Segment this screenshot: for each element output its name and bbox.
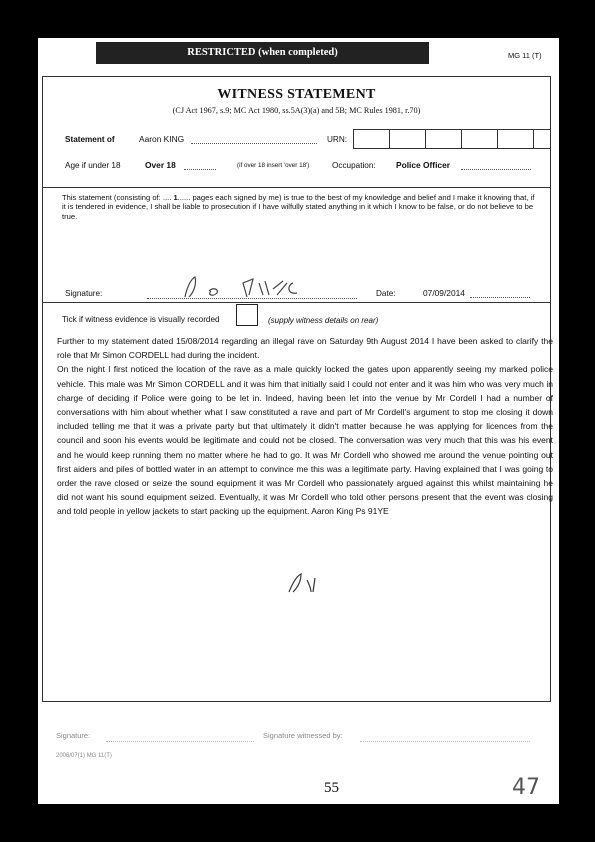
footer-signature-dots bbox=[106, 741, 254, 742]
date-label: Date: bbox=[376, 289, 396, 298]
signature-image bbox=[173, 273, 333, 301]
statement-body bbox=[57, 334, 553, 519]
footer-witnessed-dots bbox=[360, 741, 530, 742]
declaration-pages: 1 bbox=[173, 193, 178, 202]
urn-box-4[interactable] bbox=[461, 129, 498, 149]
visual-record-checkbox[interactable] bbox=[236, 304, 258, 326]
statement-paragraph-2: On the night I first noticed the location of the rave as a male quickly locked the gates upon apparently seeing my marked police vehicle. This male was Mr Simon CORDELL and it was him that initially said I could not enter and it was him who was very much in charge of deciding if Police were going to be let in. Indeed, having been let into the venue by Mr Cordell I had a number of conversations with him about whether what I saw constituted a rave and part of Mr Cordell's argument to stop me closing it down included telling me that it was a private party but that ultimately it didn't matter because he was applying for licences from the council and soon his events would be legitimate and could not be closed. The conversation was very much that this was his event and he would keep running them no matter where he had to go. It was Mr Cordell who showed me around the venue pointing out first aiders and piles of bottled water in an attempt to convince me this was a legitimate party. Having explained that I was going to order the rave closed or seize the sound equipment it was Mr Cordell who passionately argued against this whilst maintaining he did not want his sound equipment seized. Eventually, it was Mr Cordell who told other persons present that the event was closing and told people in yellow jackets to start packing up the equipment. Aaron King Ps 91YE bbox=[57, 364, 553, 517]
divider-bottom bbox=[43, 302, 550, 303]
footer-form-code: 2006/07(1) MG 11(T) bbox=[56, 753, 112, 759]
handwritten-page-number: 47 bbox=[512, 775, 540, 800]
urn-box-2[interactable] bbox=[389, 129, 426, 149]
form-subtitle: (CJ Act 1967, s.9; MC Act 1980, ss.5A(3)(a) and 5B; MC Rules 1981, r.70) bbox=[172, 106, 421, 115]
statement-form bbox=[42, 76, 551, 702]
urn-box-3[interactable] bbox=[425, 129, 462, 149]
signature-label: Signature: bbox=[65, 289, 103, 298]
occupation-value: Police Officer bbox=[396, 160, 450, 170]
date-value: 07/09/2014 bbox=[423, 288, 465, 298]
footer-witnessed-label: Signature witnessed by: bbox=[263, 731, 343, 740]
statement-paragraph-1: Further to my statement dated 15/08/2014 regarding an illegal rave on Saturday 9th August 2014 I have been asked to clarify the role that Mr Simon CORDELL had during the incident. bbox=[57, 336, 553, 361]
form-reference: MG 11 (T) bbox=[508, 51, 542, 60]
declaration-text bbox=[62, 193, 537, 221]
urn-box-5[interactable] bbox=[497, 129, 534, 149]
statement-of-value: Aaron KING bbox=[139, 134, 185, 144]
urn-box-6[interactable] bbox=[533, 129, 551, 149]
divider-top bbox=[43, 187, 550, 188]
initials-image bbox=[285, 572, 345, 594]
form-title: WITNESS STATEMENT bbox=[217, 87, 376, 102]
declaration-prefix: This statement (consisting of: .... bbox=[62, 193, 172, 202]
age-value: Over 18 bbox=[145, 160, 176, 170]
footer-signature-label: Signature: bbox=[56, 731, 91, 740]
page-number: 55 bbox=[324, 780, 339, 796]
occupation-dots bbox=[461, 169, 531, 170]
age-dots bbox=[184, 169, 216, 170]
declaration-rest: ...... pages each signed by me) is true to the best of my knowledge and belief and I make it knowing that, if it is tendered in evidence, I shall be liable to prosecution if I have wilfully stated anything in it which I know to be false, or do not believe to be true. bbox=[62, 193, 535, 221]
statement-of-label: Statement of bbox=[65, 135, 115, 144]
urn-box-1[interactable] bbox=[353, 129, 390, 149]
date-dots bbox=[470, 297, 530, 298]
age-label: Age if under 18 bbox=[65, 161, 121, 170]
occupation-label: Occupation: bbox=[332, 161, 376, 170]
statement-page bbox=[38, 38, 559, 804]
tick-note: (supply witness details on rear) bbox=[268, 316, 379, 325]
age-hint: (if over 18 insert 'over 18') bbox=[237, 162, 310, 169]
restricted-banner: RESTRICTED (when completed) bbox=[96, 42, 429, 64]
urn-label: URN: bbox=[327, 135, 348, 144]
tick-label: Tick if witness evidence is visually recorded bbox=[62, 315, 220, 324]
statement-of-dots bbox=[191, 143, 317, 144]
